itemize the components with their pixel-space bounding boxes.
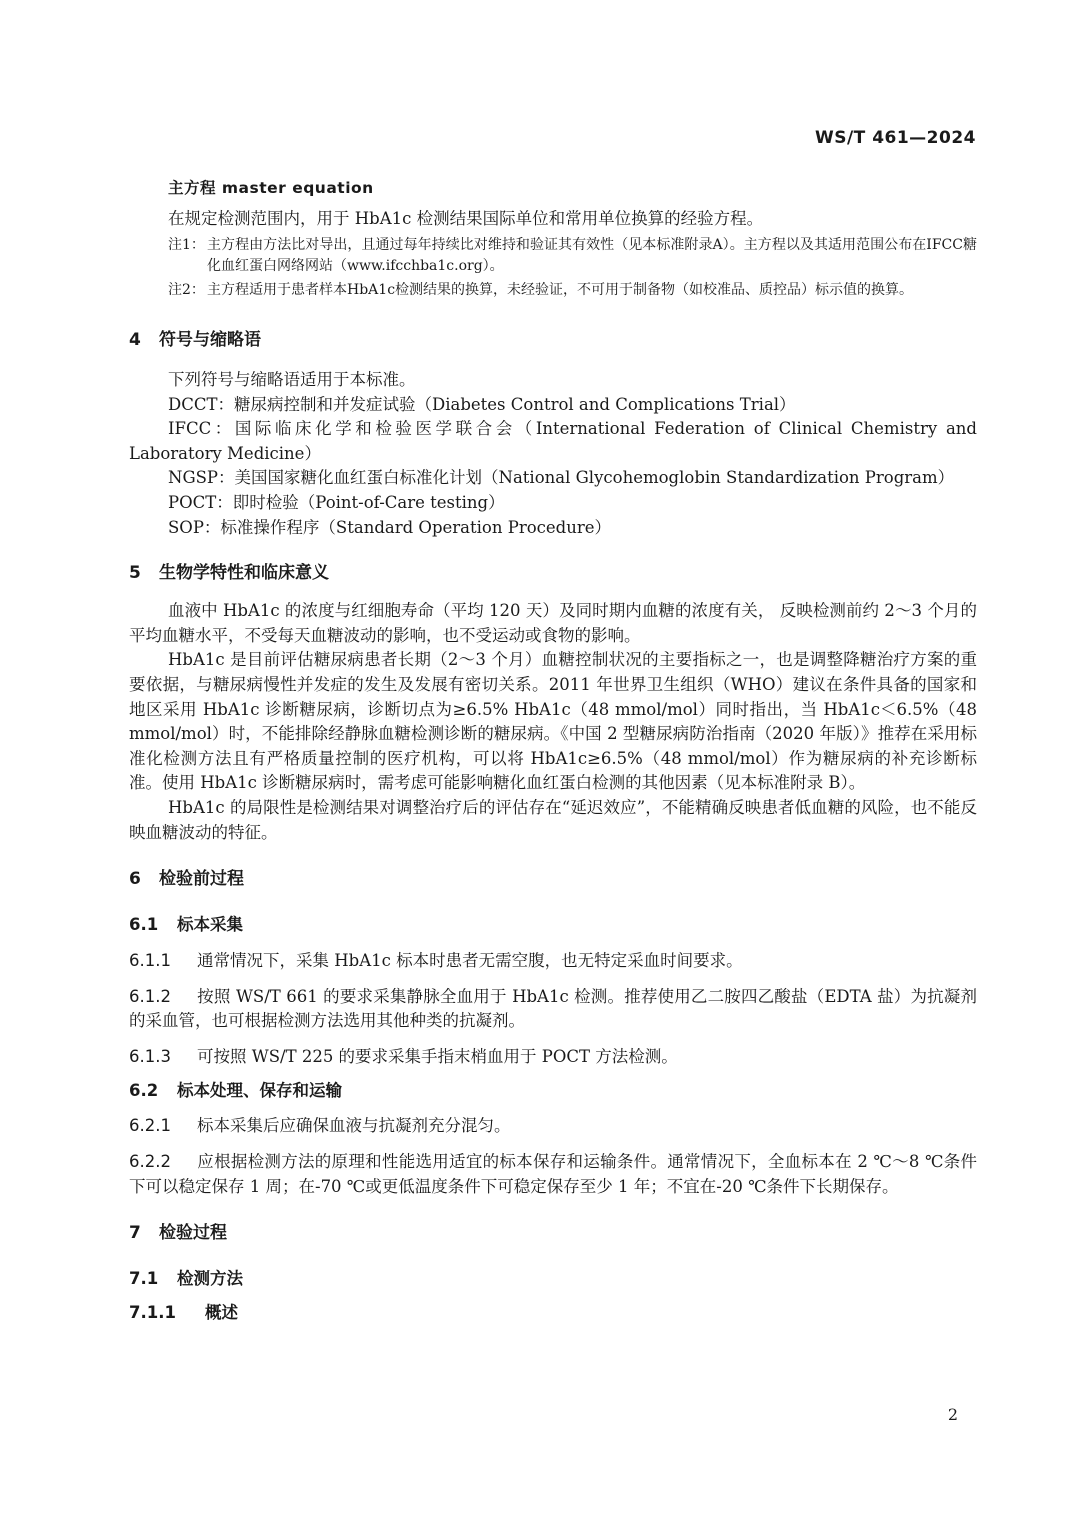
section-title: 符号与缩略语 [159,330,261,350]
clause-number: 6.2.1 [129,1116,171,1136]
clause-6-1-3 [129,1045,977,1070]
page-content [129,176,977,1325]
section-heading-4 [129,328,977,352]
note-label: 注1： [168,237,205,253]
clause-text: 可按照 WS/T 225 的要求采集手指末梢血用于 POCT 方法检测。 [197,1046,678,1066]
subsection-number: 7.1.1 [129,1303,176,1323]
section-title: 检验前过程 [159,869,244,890]
standard-code: WS/T 461—2024 [814,128,976,148]
note-text: 主方程适用于患者样本HbA1c检测结果的换算，未经验证，不可用于制备物（如校准品、质控品）标示值的换算。 [207,282,914,298]
subsection-title: 标本采集 [177,915,243,935]
clause-text: 通常情况下，采集 HbA1c 标本时患者无需空腹，也无特定采血时间要求。 [197,951,743,971]
section5-paragraph-2: HbA1c 是目前评估糖尿病患者长期（2～3 个月）血糖控制状况的主要指标之一，也是调整降糖治疗方案的重要依据，与糖尿病慢性并发症的发生及发展有密切关系。2011 年世界卫生组织（WHO）建议在条件具备的国家和地区采用 HbA1c 诊断糖尿病，诊断切点为≥6.5% HbA1c（48 mmol/mol）同时指出，当 HbA1c＜6.5%（48 mmol/mol）时，不能排除经静脉血糖检测诊断的糖尿病。《中国 2 型糖尿病防治指南（2020 年版）》推荐在采用标准化检测方法且有严格质量控制的医疗机构，可以将 HbA1c≥6.5%（48 mmol/mol）作为糖尿病的补充诊断标准。使用 HbA1c 诊断糖尿病时，需考虑可能影响糖化血红蛋白检测的其他因素（见本标准附录 B）。 [129,650,977,793]
section-title: 检验过程 [159,1223,227,1244]
subsection-heading-6-1 [129,913,977,937]
section-heading-5 [129,561,977,585]
abbr-item-ifcc: IFCC：国际临床化学和检验医学联合会（International Federation of Clinical Chemistry and Laboratory Medicine） [129,419,977,463]
term-note-2 [129,280,977,301]
subsection-heading-6-2 [129,1079,977,1103]
abbr-item-ngsp: NGSP：美国国家糖化血红蛋白标准化计划（National Glycohemoglobin Standardization Program） [168,468,955,488]
page-number: 2 [947,1405,958,1424]
clause-number: 6.2.2 [129,1152,171,1172]
term-definition: 在规定检测范围内，用于 HbA1c 检测结果国际单位和常用单位换算的经验方程。 [168,209,764,228]
clause-6-1-2 [129,985,977,1034]
clause-6-2-1 [129,1114,977,1139]
subsection-number: 7.1 [129,1269,159,1289]
term-title: 主方程 master equation [168,179,374,197]
clause-number: 6.1.3 [129,1046,171,1066]
section5-paragraph-1: 血液中 HbA1c 的浓度与红细胞寿命（平均 120 天）及同时期内血糖的浓度有关， 反映检测前约 2～3 个月的平均血糖水平，不受每天血糖波动的影响，也不受运动或食物的影响。 [129,601,977,645]
subsection-number: 6.1 [129,915,159,935]
subsection-number: 6.2 [129,1081,159,1101]
section-number: 7 [129,1223,141,1244]
section5-paragraph-3: HbA1c 的局限性是检测结果对调整治疗后的评估存在“延迟效应”，不能精确反映患者低血糖的风险，也不能反映血糖波动的特征。 [129,797,977,842]
clause-text: 标本采集后应确保血液与抗凝剂充分混匀。 [197,1116,511,1136]
clause-6-1-1 [129,949,977,974]
note-text: 主方程由方法比对导出，且通过每年持续比对维持和验证其有效性（见本标准附录A）。主方程以及其适用范围公布在IFCC糖化血红蛋白网络网站（www.ifcchba1c.org）。 [207,237,977,274]
section-number: 4 [129,330,141,350]
clause-number: 6.1.2 [129,986,171,1006]
term-note-1 [129,235,977,277]
abbr-item-dcct: DCCT：糖尿病控制和并发症试验（Diabetes Control and Complications Trial） [168,394,796,414]
note-label: 注2： [168,282,205,298]
section-title: 生物学特性和临床意义 [159,563,329,584]
clause-6-2-2 [129,1150,977,1199]
subsection-title: 标本处理、保存和运输 [177,1081,342,1101]
section-heading-6 [129,867,977,891]
clause-number: 6.1.1 [129,951,171,971]
subsection-title: 概述 [205,1303,238,1323]
subsection-title: 检测方法 [177,1269,243,1289]
clause-text: 按照 WS/T 661 的要求采集静脉全血用于 HbA1c 检测。推荐使用乙二胺四乙酸盐（EDTA 盐）为抗凝剂的采血管，也可根据检测方法选用其他种类的抗凝剂。 [129,986,977,1031]
section-number: 5 [129,563,141,584]
section4-intro: 下列符号与缩略语适用于本标准。 [168,370,416,389]
abbr-item-poct: POCT：即时检验（Point-of-Care testing） [168,492,505,512]
clause-text: 应根据检测方法的原理和性能选用适宜的标本保存和运输条件。通常情况下，全血标本在 2 ℃～8 ℃条件下可以稳定保存 1 周；在-70 ℃或更低温度条件下可稳定保存至少 1 年；不宜在-20 ℃条件下长期保存。 [129,1152,977,1196]
abbr-item-sop: SOP：标准操作程序（Standard Operation Procedure） [168,517,611,537]
subsection-heading-7-1-1 [129,1301,977,1325]
section-heading-7 [129,1221,977,1245]
section-number: 6 [129,869,141,890]
subsection-heading-7-1 [129,1267,977,1291]
